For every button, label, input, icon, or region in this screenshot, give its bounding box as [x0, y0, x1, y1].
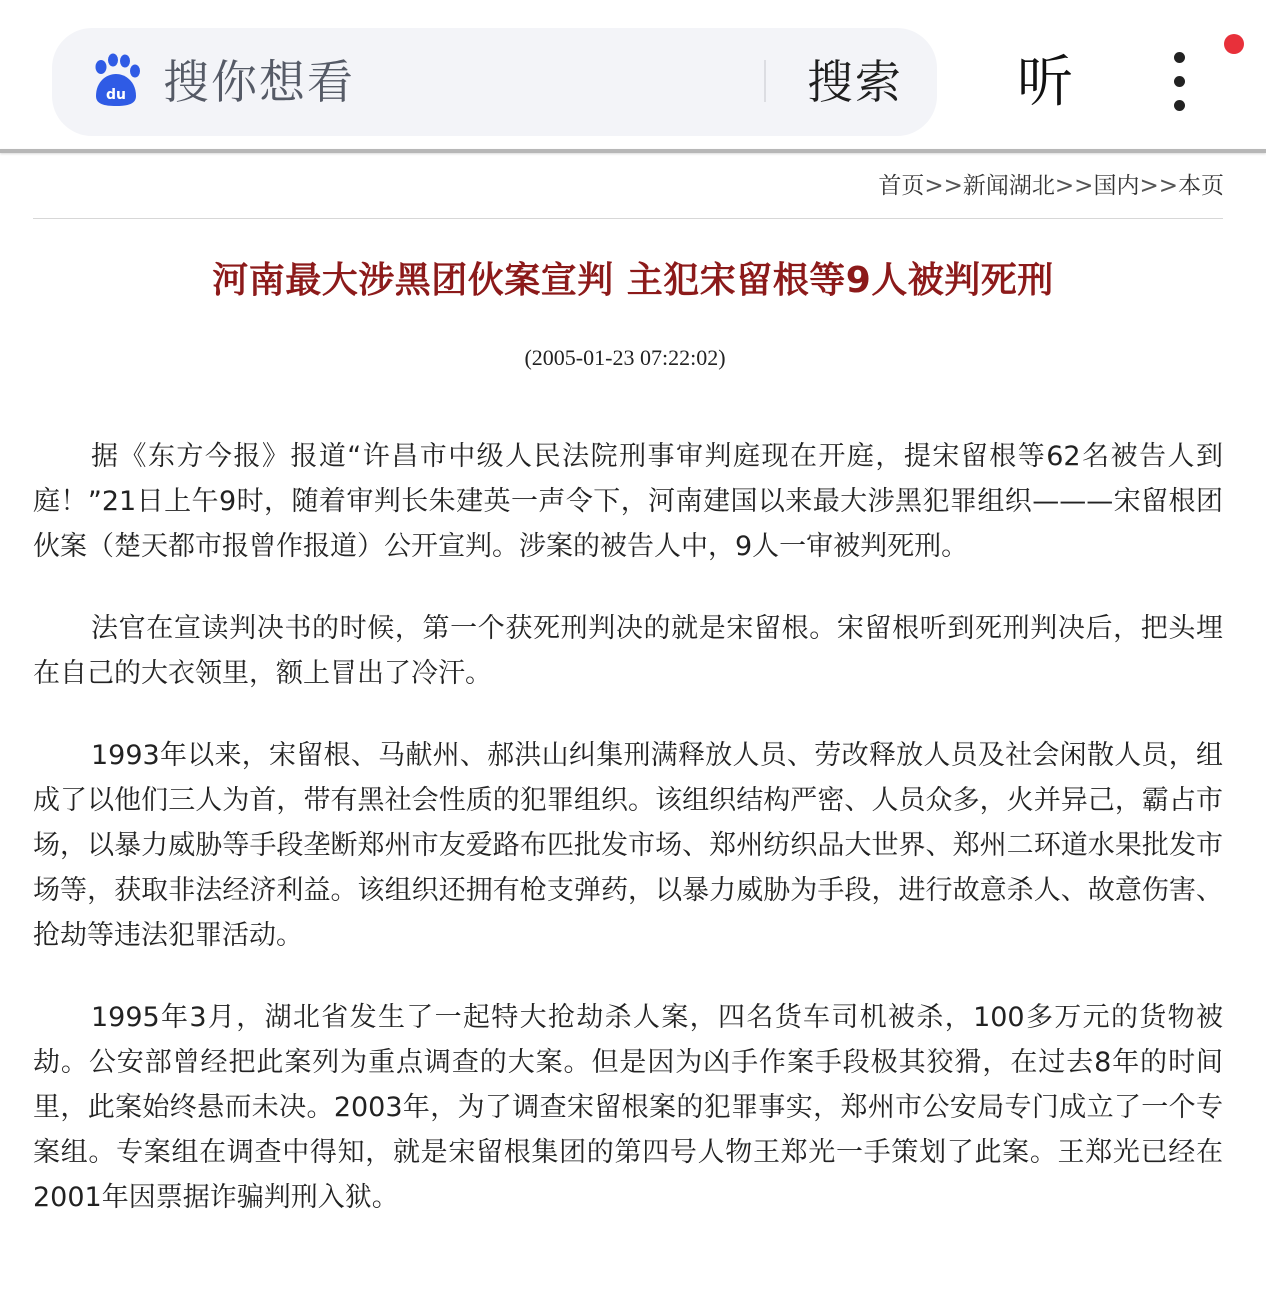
breadcrumb-home[interactable]: 首页: [878, 173, 925, 199]
breadcrumb-current-page: 本页: [1178, 173, 1224, 199]
breadcrumb: [878, 170, 1224, 202]
notification-dot: [1224, 34, 1244, 54]
more-menu-button[interactable]: [1160, 46, 1200, 118]
svg-text:du: du: [106, 87, 126, 103]
dot-icon: [1174, 100, 1185, 111]
article-body: [33, 434, 1223, 1257]
article-timestamp: (2005-01-23 07:22:02): [524, 345, 726, 370]
breadcrumb-domestic[interactable]: 国内: [1093, 173, 1140, 199]
article-paragraph: 据《东方今报》报道“许昌市中级人民法院刑事审判庭现在开庭，提宋留根等62名被告人到庭！”21日上午9时，随着审判长朱建英一声令下，河南建国以来最大涉黑犯罪组织———宋留根团伙案（楚天都市报曾作报道）公开宣判。涉案的被告人中，9人一审被判死刑。: [33, 441, 1223, 562]
breadcrumb-separator: >>: [1054, 173, 1094, 199]
search-button[interactable]: 搜索: [807, 55, 903, 109]
search-input[interactable]: 搜你想看: [163, 55, 355, 109]
breadcrumb-separator: >>: [1139, 173, 1178, 199]
article-paragraph: 1993年以来，宋留根、马献州、郝洪山纠集刑满释放人员、劳改释放人员及社会闲散人员，组成了以他们三人为首，带有黑社会性质的犯罪组织。该组织结构严密、人员众多，火并异己，霸占市场，以暴力威胁等手段垄断郑州市友爱路布匹批发市场、郑州纺织品大世界、郑州二环道水果批发市场等，获取非法经济利益。该组织还拥有枪支弹药，以暴力威胁为手段，进行故意杀人、故意伤害、抢劫等违法犯罪活动。: [33, 740, 1223, 951]
search-divider: [764, 60, 766, 102]
article-paragraph: 法官在宣读判决书的时候，第一个获死刑判决的就是宋留根。宋留根听到死刑判决后，把头埋在自己的大衣领里，额上冒出了冷汗。: [33, 613, 1223, 689]
breadcrumb-separator: >>: [924, 173, 963, 199]
dot-icon: [1174, 76, 1185, 87]
baidu-paw-icon: [88, 52, 144, 108]
breadcrumb-hubei-news[interactable]: 新闻湖北: [962, 173, 1055, 199]
browser-toolbar: [0, 0, 1266, 150]
toolbar-border: [0, 149, 1266, 153]
article-title: 河南最大涉黑团伙案宣判 主犯宋留根等9人被判死刑: [212, 260, 1054, 301]
dot-icon: [1174, 52, 1185, 63]
listen-button[interactable]: 听: [1017, 50, 1073, 115]
content-divider: [33, 218, 1223, 219]
article-paragraph: 1995年3月，湖北省发生了一起特大抢劫杀人案，四名货车司机被杀，100多万元的货物被劫。公安部曾经把此案列为重点调查的大案。但是因为凶手作案手段极其狡猾，在过去8年的时间里，此案始终悬而未决。2003年，为了调查宋留根案的犯罪事实，郑州市公安局专门成立了一个专案组。专案组在调查中得知，就是宋留根集团的第四号人物王郑光一手策划了此案。王郑光已经在2001年因票据诈骗判刑入狱。: [33, 1002, 1223, 1213]
